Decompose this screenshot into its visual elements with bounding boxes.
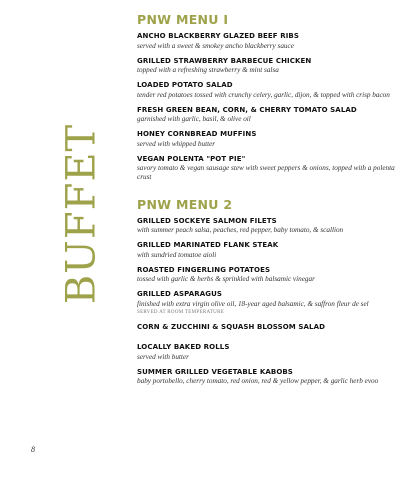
menu-item-description: tender red potatoes tossed with crunchy celery, garlic, dijon, & topped with crisp bacon [137,90,390,99]
menu-1-title: PNW MENU I [137,12,229,27]
menu-item [137,32,399,50]
menu-item [137,57,399,75]
menu-item [137,343,399,361]
buffet-title-text: BUFFET [58,123,104,305]
menu-section-2 [137,197,399,386]
menu-item [137,241,399,259]
item-spacer [137,333,399,337]
menu-item-name: LOADED POTATO SALAD [137,81,233,90]
menu-section-1 [137,12,399,182]
menu-2-title: PNW MENU 2 [137,196,233,212]
menu-item-description: baby portobello, cherry tomato, red onion, red & yellow pepper, & garlic herb evoo [137,377,379,386]
menu-item [137,155,399,182]
menu-item-name: CORN & ZUCCHINI & SQUASH BLOSSOM SALAD [137,323,326,332]
menu-item [137,217,399,235]
menu-item-description: with summer peach salsa, peaches, red pepper, baby tomato, & scallion [137,226,344,235]
menu-item-description: garnished with garlic, basil, & olive oil [137,115,251,124]
menu-item-description: served with whipped butter [137,139,216,148]
menu-item-name: VEGAN POLENTA "POT PIE" [137,154,246,163]
buffet-side-title [56,123,106,305]
menu-item [137,130,399,148]
menu-item-description: tossed with garlic & herbs & sprinkled with balsamic vinegar [137,275,315,284]
menu-item-description: served with a sweet & smokey ancho blackberry sauce [137,41,294,50]
menu-item [137,106,399,124]
menu-item-description: finished with extra virgin olive oil, 18-year aged balsamic, & saffron fleur de sel [137,299,369,308]
menu-item-name: HONEY CORNBREAD MUFFINS [137,130,257,139]
menu-item-description: savory tomato & vegan sausage stew with sweet peppers & onions, topped with a polenta crust [137,164,395,182]
menu-content [137,12,399,392]
menu-item-description: served with butter [137,352,189,361]
menu-item [137,266,399,284]
menu-item [137,81,399,99]
menu-item-name: FRESH GREEN BEAN, CORN, & CHERRY TOMATO SALAD [137,105,357,114]
menu-item-description: topped with a refreshing strawberry & mint salsa [137,66,279,75]
menu-item-name: GRILLED ASPARAGUS [137,290,223,299]
menu-item [137,290,399,316]
page-number: 8 [31,445,35,454]
menu-item-name: SUMMER GRILLED VEGETABLE KABOBS [137,367,293,376]
menu-item-name: GRILLED MARINATED FLANK STEAK [137,241,279,250]
menu-item [137,323,399,337]
menu-item-name: ROASTED FINGERLING POTATOES [137,265,271,274]
menu-item-name: ANCHO BLACKBERRY GLAZED BEEF RIBS [137,32,299,40]
menu-item-name: GRILLED SOCKEYE SALMON FILETS [137,216,277,225]
menu-item-name: GRILLED STRAWBERRY BARBECUE CHICKEN [137,56,312,65]
menu-item-description: with sundried tomatoe aioli [137,250,217,259]
menu-item [137,368,399,386]
menu-item-name: LOCALLY BAKED ROLLS [137,343,230,352]
menu-item-note: SERVED AT ROOM TEMPERATURE [137,309,225,315]
